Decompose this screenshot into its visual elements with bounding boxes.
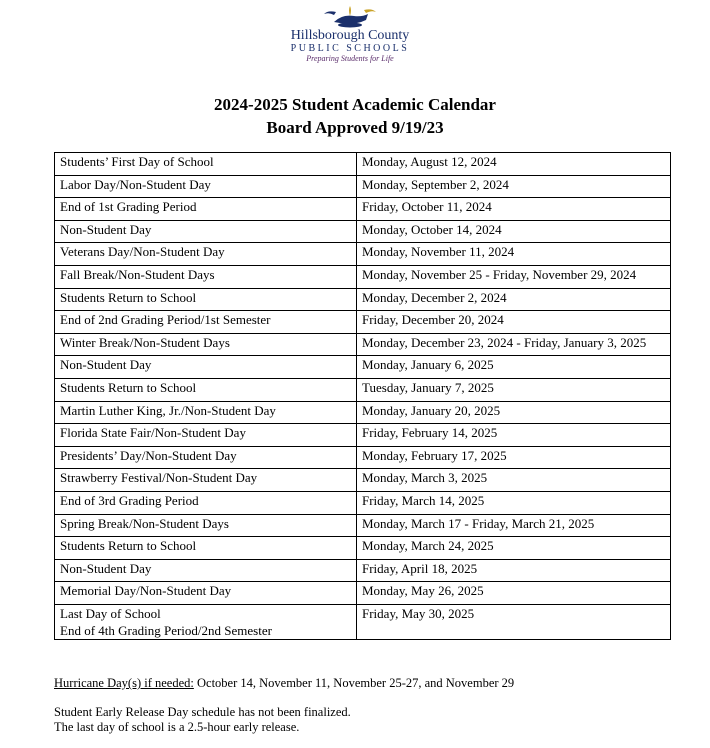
date-cell: Monday, February 17, 2025 — [357, 446, 671, 469]
date-cell: Monday, September 2, 2024 — [357, 175, 671, 198]
event-cell: Labor Day/Non-Student Day — [55, 175, 357, 198]
date-cell: Monday, May 26, 2025 — [357, 582, 671, 605]
date-cell: Monday, August 12, 2024 — [357, 153, 671, 176]
last-day-note: The last day of school is a 2.5-hour early release. — [54, 720, 300, 734]
hurricane-label: Hurricane Day(s) if needed: — [54, 676, 194, 690]
event-cell: Florida State Fair/Non-Student Day — [55, 424, 357, 447]
event-cell: Memorial Day/Non-Student Day — [55, 582, 357, 605]
table-row — [55, 537, 671, 560]
event-cell: Veterans Day/Non-Student Day — [55, 243, 357, 266]
table-row — [55, 356, 671, 379]
lamp-icon — [320, 4, 380, 30]
event-line-1: Last Day of School — [60, 605, 161, 621]
table-row — [55, 288, 671, 311]
event-cell: Non-Student Day — [55, 559, 357, 582]
date-cell: Monday, December 23, 2024 - Friday, January 3, 2025 — [357, 333, 671, 356]
table-row — [55, 424, 671, 447]
date-cell: Friday, December 20, 2024 — [357, 311, 671, 334]
date-cell: Monday, March 17 - Friday, March 21, 2025 — [357, 514, 671, 537]
date-cell: Monday, October 14, 2024 — [357, 220, 671, 243]
event-cell: Non-Student Day — [55, 220, 357, 243]
date-cell: Monday, January 20, 2025 — [357, 401, 671, 424]
date-cell: Monday, November 11, 2024 — [357, 243, 671, 266]
event-line-2: End of 4th Grading Period/2nd Semester — [60, 622, 272, 638]
table-row — [55, 559, 671, 582]
table-row — [55, 265, 671, 288]
event-cell: End of 3rd Grading Period — [55, 491, 357, 514]
date-cell: Friday, May 30, 2025 — [357, 604, 671, 639]
table-row — [55, 198, 671, 221]
hurricane-note — [54, 676, 514, 691]
date-cell: Monday, January 6, 2025 — [357, 356, 671, 379]
table-row — [55, 153, 671, 176]
event-cell: Winter Break/Non-Student Days — [55, 333, 357, 356]
event-cell: Fall Break/Non-Student Days — [55, 265, 357, 288]
date-cell: Monday, March 3, 2025 — [357, 469, 671, 492]
date-cell: Monday, March 24, 2025 — [357, 537, 671, 560]
district-logo — [280, 4, 420, 66]
event-cell: Presidents’ Day/Non-Student Day — [55, 446, 357, 469]
table-row — [55, 401, 671, 424]
tagline: Preparing Students for Life — [306, 54, 394, 63]
table-row — [55, 333, 671, 356]
calendar-table — [54, 152, 671, 640]
table-row — [55, 491, 671, 514]
date-cell: Monday, November 25 - Friday, November 29, 2024 — [357, 265, 671, 288]
event-cell: Strawberry Festival/Non-Student Day — [55, 469, 357, 492]
event-cell: End of 1st Grading Period — [55, 198, 357, 221]
date-cell: Friday, March 14, 2025 — [357, 491, 671, 514]
event-cell — [55, 604, 357, 639]
table-row — [55, 514, 671, 537]
event-cell: Spring Break/Non-Student Days — [55, 514, 357, 537]
date-cell: Monday, December 2, 2024 — [357, 288, 671, 311]
event-cell: Students Return to School — [55, 537, 357, 560]
event-cell: Non-Student Day — [55, 356, 357, 379]
date-cell: Friday, October 11, 2024 — [357, 198, 671, 221]
table-row — [55, 311, 671, 334]
event-cell: Martin Luther King, Jr./Non-Student Day — [55, 401, 357, 424]
org-name: Hillsborough County — [290, 28, 410, 43]
date-cell: Friday, April 18, 2025 — [357, 559, 671, 582]
page-subtitle: Board Approved 9/19/23 — [266, 118, 444, 137]
early-release-note: Student Early Release Day schedule has not been finalized. — [54, 705, 351, 719]
table-row — [55, 446, 671, 469]
table-row — [55, 582, 671, 605]
table-row — [55, 175, 671, 198]
date-cell: Friday, February 14, 2025 — [357, 424, 671, 447]
table-row — [55, 378, 671, 401]
event-cell: End of 2nd Grading Period/1st Semester — [55, 311, 357, 334]
calendar-body — [55, 153, 671, 640]
table-row — [55, 469, 671, 492]
event-cell: Students’ First Day of School — [55, 153, 357, 176]
page-title: 2024-2025 Student Academic Calendar — [214, 95, 496, 114]
table-row-last-day — [55, 604, 671, 639]
table-row — [55, 243, 671, 266]
event-cell: Students Return to School — [55, 288, 357, 311]
date-cell: Tuesday, January 7, 2025 — [357, 378, 671, 401]
event-cell: Students Return to School — [55, 378, 357, 401]
org-subname: PUBLIC SCHOOLS — [290, 43, 410, 54]
table-row — [55, 220, 671, 243]
hurricane-dates: October 14, November 11, November 25-27, and November 29 — [193, 676, 515, 690]
